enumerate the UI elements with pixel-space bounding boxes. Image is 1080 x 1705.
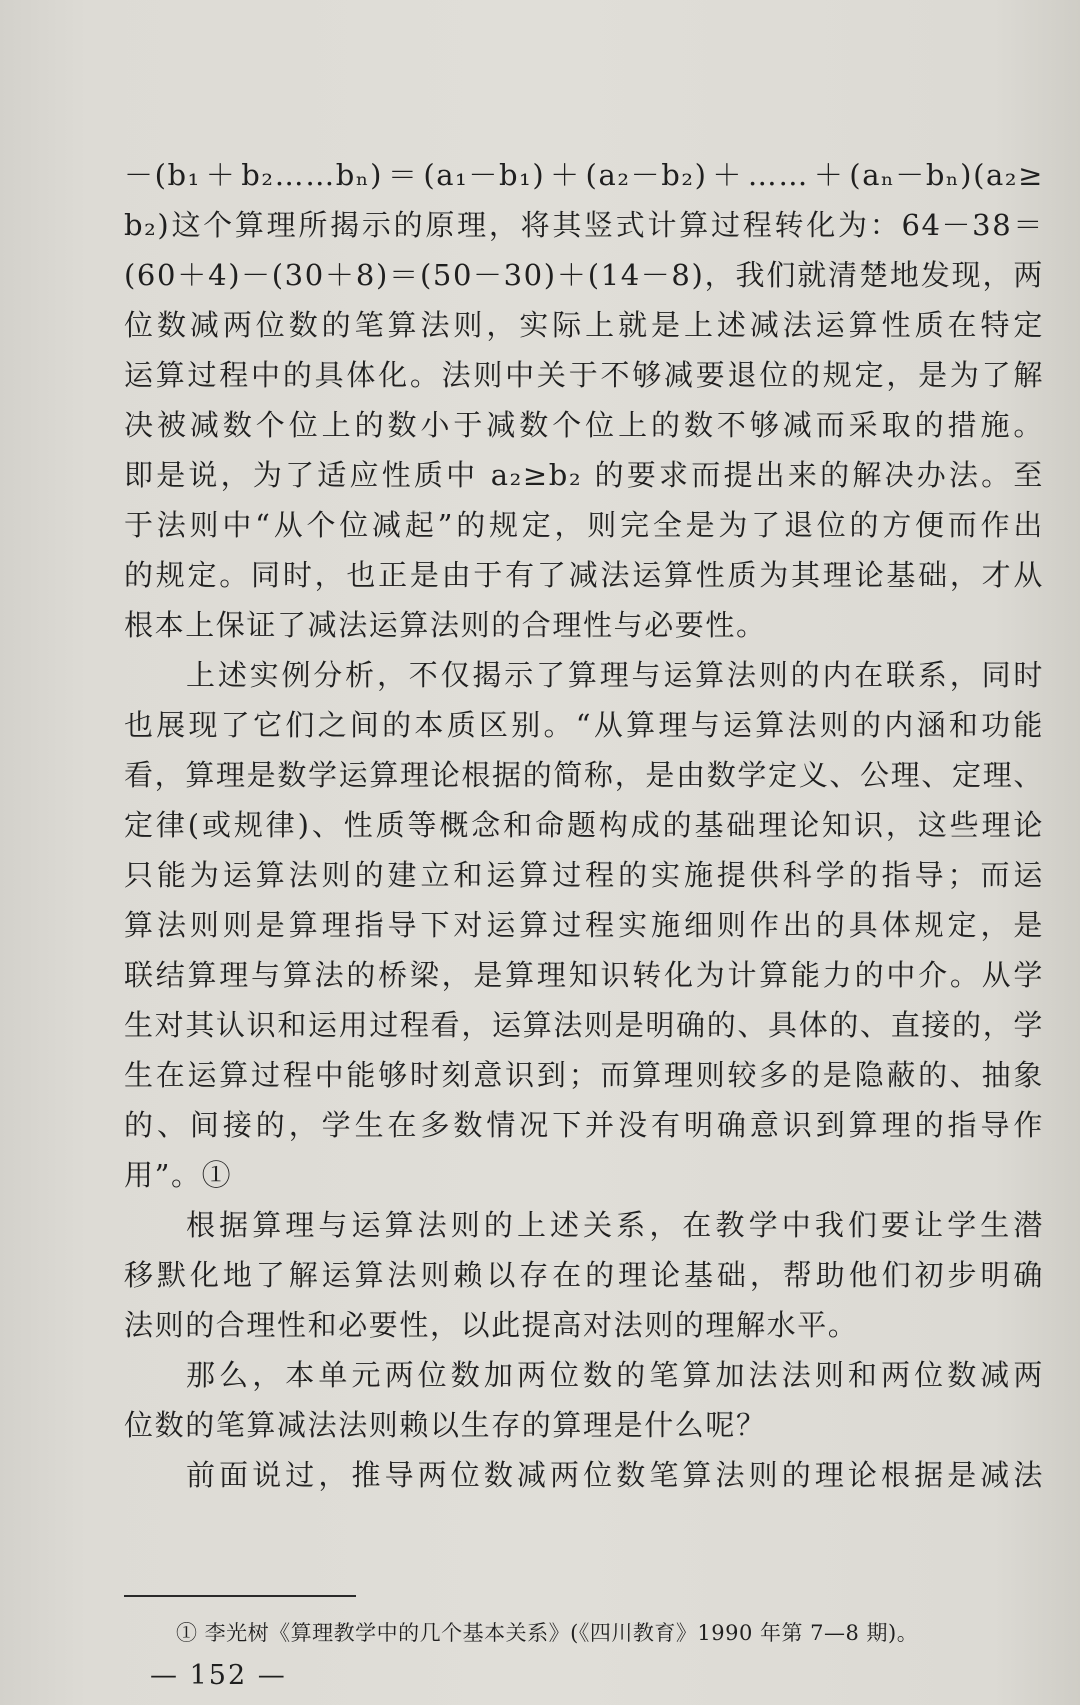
text-line: 生对其认识和运用过程看，运算法则是明确的、具体的、直接的，学	[124, 1008, 1044, 1042]
text-line: 那么，本单元两位数加两位数的笔算加法法则和两位数减两	[186, 1358, 1044, 1392]
body-text	[124, 150, 1044, 1500]
text-line: 根本上保证了减法运算法则的合理性与必要性。	[124, 608, 767, 642]
text-line: 生在运算过程中能够时刻意识到；而算理则较多的是隐蔽的、抽象	[124, 1058, 1044, 1092]
text-line: 联结算理与算法的桥梁，是算理知识转化为计算能力的中介。从学	[124, 958, 1044, 992]
text-line: 用”。①	[124, 1158, 233, 1192]
text-line: 即是说，为了适应性质中 a₂≥b₂ 的要求而提出来的解决办法。至	[124, 458, 1044, 492]
page-number: — 152 —	[150, 1660, 287, 1691]
text-line: 前面说过，推导两位数减两位数笔算法则的理论根据是减法	[186, 1458, 1044, 1492]
text-line: 算法则则是算理指导下对运算过程实施细则作出的具体规定，是	[124, 908, 1044, 942]
text-line: 根据算理与运算法则的上述关系，在教学中我们要让学生潜	[186, 1208, 1044, 1242]
text-line: 法则的合理性和必要性，以此提高对法则的理解水平。	[124, 1308, 859, 1342]
text-line: 只能为运算法则的建立和运算过程的实施提供科学的指导；而运	[124, 858, 1044, 892]
footnote-divider	[124, 1595, 356, 1597]
footnote: ① 李光树《算理教学中的几个基本关系》(《四川教育》1990 年第 7—8 期)。	[176, 1621, 919, 1645]
text-line: 运算过程中的具体化。法则中关于不够减要退位的规定，是为了解	[124, 358, 1044, 392]
text-line: 的规定。同时，也正是由于有了减法运算性质为其理论基础，才从	[124, 558, 1044, 592]
text-line: －(b₁＋b₂……bₙ)＝(a₁－b₁)＋(a₂－b₂)＋……＋(aₙ－bₙ)(a₂≥	[124, 158, 1044, 192]
text-line: 定律(或规律)、性质等概念和命题构成的基础理论知识，这些理论	[124, 808, 1044, 842]
text-line: 上述实例分析，不仅揭示了算理与运算法则的内在联系，同时	[186, 658, 1044, 692]
text-line: (60＋4)－(30＋8)＝(50－30)＋(14－8)，我们就清楚地发现，两	[124, 258, 1044, 292]
text-line: 也展现了它们之间的本质区别。“从算理与运算法则的内涵和功能	[124, 708, 1044, 742]
text-line: 看，算理是数学运算理论根据的简称，是由数学定义、公理、定理、	[124, 758, 1044, 792]
text-line: 位数减两位数的笔算法则，实际上就是上述减法运算性质在特定	[124, 308, 1044, 342]
text-line: 移默化地了解运算法则赖以存在的理论基础，帮助他们初步明确	[124, 1258, 1044, 1292]
text-line: 决被减数个位上的数小于减数个位上的数不够减而采取的措施。	[124, 408, 1044, 442]
text-line: 位数的笔算减法法则赖以生存的算理是什么呢？	[124, 1408, 767, 1442]
text-line: 的、间接的，学生在多数情况下并没有明确意识到算理的指导作	[124, 1108, 1044, 1142]
text-line: 于法则中“从个位减起”的规定，则完全是为了退位的方便而作出	[124, 508, 1044, 542]
text-line: b₂)这个算理所揭示的原理，将其竖式计算过程转化为：64－38＝	[124, 208, 1044, 242]
